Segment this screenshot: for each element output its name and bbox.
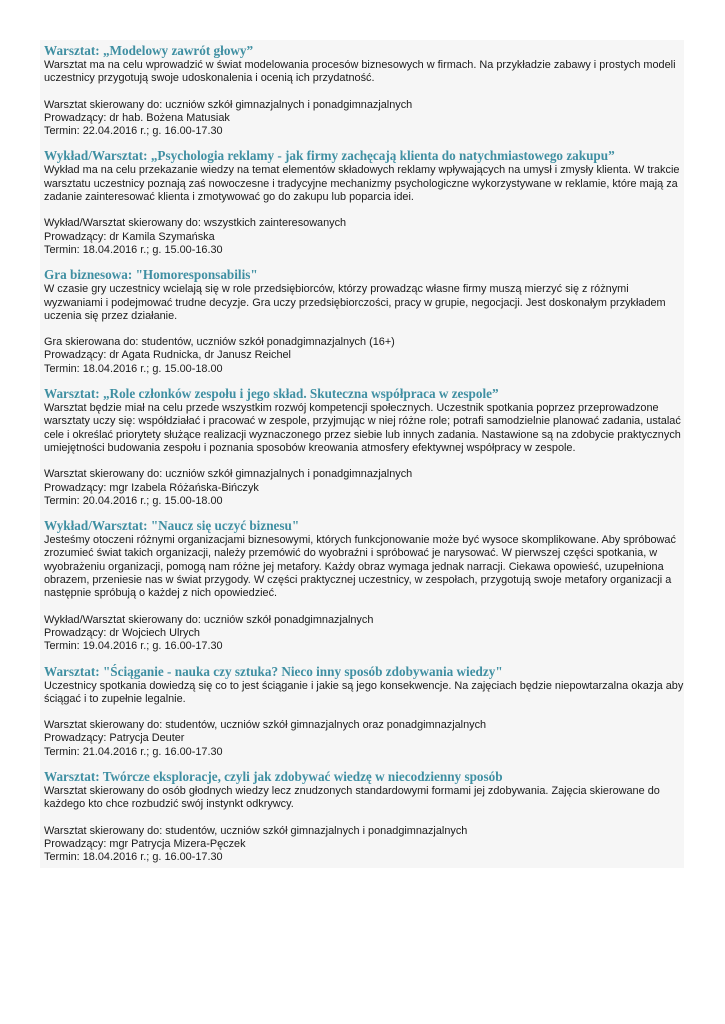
workshop-date: Termin: 18.04.2016 r.; g. 15.00-16.30 (44, 243, 223, 256)
workshop-item (44, 769, 684, 864)
workshop-title: Wykład/Warsztat: „Psychologia reklamy - jak firmy zachęcają klienta do natychmiastowego zakupu” (44, 148, 615, 164)
workshop-item (44, 148, 684, 257)
workshop-item (44, 267, 684, 376)
workshop-title: Warsztat: „Modelowy zawrót głowy” (44, 43, 254, 58)
workshop-host: Prowadzący: dr Agata Rudnicka, dr Janusz Reichel (44, 349, 291, 362)
workshop-date: Termin: 18.04.2016 r.; g. 15.00-18.00 (44, 362, 223, 375)
workshop-audience: Warsztat skierowany do: studentów, uczniów szkół gimnazjalnych oraz ponadgimnazjalnych (44, 719, 487, 732)
workshop-description: Uczestnicy spotkania dowiedzą się co to jest ściąganie i jakie są jego konsekwencje. Na zajęciach będzie niepowtarzalna okazja aby ściągać i to zupełnie legalnie. (44, 679, 684, 705)
workshop-description: Warsztat ma na celu wprowadzić w świat modelowania procesów biznesowych w firmach. Na przykładzie zabawy i prostych modeli uczestnicy przygotują swoje udoskonalenia i ocenią ich przydatność. (44, 59, 676, 85)
workshop-date: Termin: 19.04.2016 r.; g. 16.00-17.30 (44, 640, 223, 653)
workshop-item (44, 518, 684, 653)
workshop-description: Warsztat będzie miał na celu przede wszystkim rozwój kompetencji społecznych. Uczestnik spotkania poprzez przeprowadzone warsztaty uczy się: współdziałać i pracować w zespole, przyjmując w niej różne role; potrafi samodzielnie planować zadania, ustalać cele i określać priorytety służące realizacji wyznaczonego przez siebie lub innych zadania. Nastawione są na zdobycie praktycznych umiejętności budowania zespołu i poznania sposobów kreowania atmosfery efektywnej współpracy w zespole. (44, 402, 681, 454)
workshop-list (40, 40, 684, 868)
workshop-date: Termin: 22.04.2016 r.; g. 16.00-17.30 (44, 125, 223, 138)
workshop-title: Wykład/Warsztat: "Naucz się uczyć biznesu" (44, 518, 300, 534)
workshop-title: Gra biznesowa: "Homoresponsabilis" (44, 267, 258, 283)
workshop-description: Warsztat skierowany do osób głodnych wiedzy lecz znudzonych standardowymi formami jej zdobywania. Zajęcia skierowane do każdego kto chce rozbudzić swój instynkt odkrywcy. (44, 784, 660, 811)
workshop-host: Prowadzący: dr Kamila Szymańska (44, 230, 215, 243)
workshop-audience: Warsztat skierowany do: uczniów szkół gimnazjalnych i ponadgimnazjalnych (44, 468, 413, 481)
workshop-title: Warsztat: „Role członków zespołu i jego skład. Skuteczna współpraca w zespole” (44, 386, 499, 402)
workshop-audience: Gra skierowana do: studentów, uczniów szkół ponadgimnazjalnych (16+) (44, 336, 395, 349)
workshop-description: Jesteśmy otoczeni różnymi organizacjami biznesowymi, których funkcjonowanie może być wysoce skomplikowane. Aby spróbować zrozumieć świat takich organizacji, należy przemówić do wyobraźni i spróbować je narysować. W pierwszej części spotkania, w wyobrażeniu organizacji, pomogą nam różne jej metafory. Każdy obraz wymaga jednak narracji. Ciekawa opowieść, uzupełniona obrazem, przeniesie nas w świat przygody. W części praktycznej uczestnicy, w zespołach, przygotują swoje metafory organizacji a następnie spróbują o każdej z nich opowiedzieć. (44, 534, 676, 600)
workshop-host: Prowadzący: Patrycja Deuter (44, 732, 185, 745)
workshop-audience: Warsztat skierowany do: uczniów szkół gimnazjalnych i ponadgimnazjalnych (44, 98, 413, 111)
workshop-description: W czasie gry uczestnicy wcielają się w role przedsiębiorców, którzy prowadząc własne firmy muszą mierzyć się z różnymi wyzwaniami i podejmować trudne decyzje. Gra uczy przedsiębiorczości, pracy w grupie, negocjacji. Jest doskonałym przykładem uczenia się przez działanie. (44, 283, 666, 322)
workshop-host: Prowadzący: dr hab. Bożena Matusiak (44, 111, 230, 124)
workshop-date: Termin: 21.04.2016 r.; g. 16.00-17.30 (44, 745, 223, 758)
workshop-description: Wykład ma na celu przekazanie wiedzy na temat elementów składowych reklamy wpływających na umysł i zmysły klienta. W trakcie warsztatu uczestnicy poznają zaś nowoczesne i tradycyjne mechanizmy psychologiczne wykorzystywane w reklamie, które mają za zadanie zainteresować klienta i zmotywować go do zakupu lub poparcia idei. (44, 164, 680, 204)
workshop-date: Termin: 20.04.2016 r.; g. 15.00-18.00 (44, 494, 223, 507)
workshop-audience: Wykład/Warsztat skierowany do: uczniów szkół ponadgimnazjalnych (44, 613, 374, 626)
workshop-host: Prowadzący: mgr Patrycja Mizera-Pęczek (44, 837, 246, 850)
workshop-item (44, 664, 684, 759)
workshop-title: Warsztat: "Ściąganie - nauka czy sztuka? Nieco inny sposób zdobywania wiedzy" (44, 663, 503, 679)
workshop-audience: Wykład/Warsztat skierowany do: wszystkich zainteresowanych (44, 217, 347, 230)
workshop-date: Termin: 18.04.2016 r.; g. 16.00-17.30 (44, 851, 223, 864)
workshop-host: Prowadzący: mgr Izabela Różańska-Bińczyk (44, 481, 259, 494)
workshop-host: Prowadzący: dr Wojciech Ulrych (44, 626, 200, 639)
workshop-audience: Warsztat skierowany do: studentów, uczniów szkół gimnazjalnych i ponadgimnazjalnych (44, 824, 468, 837)
workshop-item (44, 386, 684, 508)
workshop-item (44, 43, 684, 138)
workshop-title: Warsztat: Twórcze eksploracje, czyli jak zdobywać wiedzę w niecodzienny sposób (44, 768, 503, 784)
